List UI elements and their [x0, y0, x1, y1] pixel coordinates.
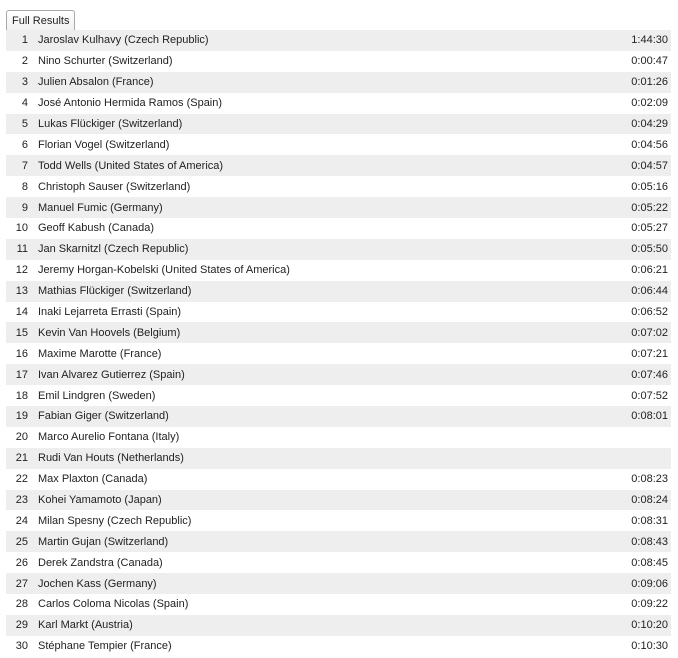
result-time: 0:07:52 — [631, 389, 668, 402]
result-time: 0:09:22 — [631, 598, 668, 611]
result-position: 28 — [15, 598, 28, 611]
rider-name: Martin Gujan (Switzerland) — [38, 535, 169, 548]
result-position: 14 — [15, 306, 28, 319]
rider-name: Milan Spesny (Czech Republic) — [38, 514, 192, 527]
result-time: 0:08:24 — [631, 494, 668, 507]
rider-name: Florian Vogel (Switzerland) — [38, 138, 170, 151]
result-position: 22 — [15, 473, 28, 486]
result-position: 5 — [21, 118, 28, 130]
rider-name: Emil Lindgren (Sweden) — [38, 389, 156, 402]
result-position: 8 — [21, 180, 28, 193]
result-row — [6, 594, 671, 615]
result-time: 1:44:30 — [631, 34, 668, 47]
tab-bar — [6, 10, 75, 30]
result-row — [6, 218, 671, 239]
rider-name: Kohei Yamamoto (Japan) — [38, 494, 162, 507]
result-time: 0:05:22 — [631, 201, 668, 214]
rider-name: Manuel Fumic (Germany) — [38, 201, 163, 214]
rider-name: Carlos Coloma Nicolas (Spain) — [38, 598, 189, 611]
result-row — [6, 176, 671, 197]
rider-name: Fabian Giger (Switzerland) — [38, 410, 169, 423]
result-position: 7 — [21, 159, 28, 172]
result-time: 0:06:21 — [631, 264, 668, 277]
result-time: 0:05:16 — [631, 180, 668, 193]
rider-name: Julien Absalon (France) — [38, 76, 154, 89]
result-row — [6, 72, 671, 93]
result-row — [6, 343, 671, 364]
rider-name: Mathias Flückiger (Switzerland) — [38, 285, 192, 298]
result-row — [6, 51, 671, 72]
result-row — [6, 448, 671, 469]
rider-name: Jaroslav Kulhavy (Czech Republic) — [38, 34, 209, 47]
result-time: 0:00:47 — [631, 55, 668, 68]
result-time: 0:04:56 — [631, 138, 668, 151]
result-row — [6, 155, 671, 176]
result-time: 0:09:06 — [631, 577, 668, 590]
result-position: 25 — [15, 535, 28, 548]
result-row — [6, 114, 671, 135]
result-row — [6, 636, 671, 657]
result-position: 16 — [15, 347, 28, 360]
result-row — [6, 406, 671, 427]
rider-name: Maxime Marotte (France) — [38, 347, 162, 360]
result-position: 9 — [21, 201, 28, 214]
result-row — [6, 239, 671, 260]
result-time: 0:04:29 — [631, 118, 668, 130]
rider-name: Jan Skarnitzl (Czech Republic) — [38, 243, 189, 256]
rider-name: Ivan Alvarez Gutierrez (Spain) — [38, 368, 185, 381]
rider-name: Christoph Sauser (Switzerland) — [38, 180, 191, 193]
result-position: 10 — [15, 222, 28, 235]
result-time: 0:08:45 — [631, 556, 668, 569]
result-position: 11 — [16, 243, 28, 256]
result-time: 0:01:26 — [631, 76, 668, 89]
result-position: 3 — [21, 76, 28, 89]
result-time: 0:08:43 — [631, 535, 668, 548]
result-row — [6, 93, 671, 114]
result-row — [6, 260, 671, 281]
result-row — [6, 30, 671, 51]
result-position: 4 — [21, 97, 28, 110]
result-time: 0:07:02 — [631, 326, 668, 339]
rider-name: Jeremy Horgan-Kobelski (United States of America) — [38, 264, 290, 277]
result-row — [6, 510, 671, 531]
result-row — [6, 531, 671, 552]
result-position: 26 — [15, 556, 28, 569]
result-row — [6, 134, 671, 155]
result-row — [6, 302, 671, 323]
result-time: 0:08:23 — [631, 473, 668, 486]
result-position: 6 — [21, 138, 28, 151]
result-position: 18 — [15, 389, 28, 402]
result-row — [6, 469, 671, 490]
result-row — [6, 322, 671, 343]
result-time: 0:07:21 — [631, 347, 668, 360]
result-row — [6, 490, 671, 511]
rider-name: Marco Aurelio Fontana (Italy) — [38, 431, 180, 444]
result-position: 29 — [15, 619, 28, 632]
result-position: 20 — [15, 431, 28, 444]
rider-name: Kevin Van Hoovels (Belgium) — [38, 326, 181, 339]
result-row — [6, 615, 671, 636]
result-time: 0:10:20 — [631, 619, 668, 632]
result-time: 0:05:27 — [631, 222, 668, 235]
result-row — [6, 552, 671, 573]
result-position: 23 — [15, 494, 28, 507]
rider-name: Stéphane Tempier (France) — [38, 640, 172, 653]
rider-name: Nino Schurter (Switzerland) — [38, 55, 173, 68]
rider-name: Rudi Van Houts (Netherlands) — [38, 452, 184, 465]
result-position: 15 — [15, 326, 28, 339]
result-row — [6, 427, 671, 448]
tab-full-results[interactable]: Full Results — [6, 10, 75, 30]
result-time: 0:06:44 — [631, 285, 668, 298]
result-position: 13 — [15, 285, 28, 298]
result-row — [6, 573, 671, 594]
result-time: 0:02:09 — [631, 97, 668, 110]
rider-name: Lukas Flückiger (Switzerland) — [38, 118, 183, 130]
result-row — [6, 364, 671, 385]
result-position: 1 — [21, 34, 28, 47]
result-position: 21 — [15, 452, 28, 465]
results-table — [6, 30, 671, 657]
rider-name: Inaki Lejarreta Errasti (Spain) — [38, 306, 182, 319]
result-time: 0:08:01 — [631, 410, 668, 423]
rider-name: Geoff Kabush (Canada) — [38, 222, 154, 235]
result-position: 24 — [15, 514, 28, 527]
result-position: 27 — [15, 577, 28, 590]
result-row — [6, 385, 671, 406]
rider-name: Max Plaxton (Canada) — [38, 473, 148, 486]
result-time: 0:07:46 — [631, 368, 668, 381]
result-time: 0:04:57 — [631, 159, 668, 172]
result-time: 0:05:50 — [631, 243, 668, 256]
result-position: 2 — [21, 55, 28, 68]
result-time: 0:08:31 — [631, 514, 668, 527]
rider-name: Todd Wells (United States of America) — [38, 159, 224, 172]
result-position: 12 — [15, 264, 28, 277]
result-position: 17 — [15, 368, 28, 381]
rider-name: Derek Zandstra (Canada) — [38, 556, 163, 569]
result-position: 30 — [15, 640, 28, 653]
result-time: 0:10:30 — [631, 640, 668, 653]
rider-name: Jochen Kass (Germany) — [38, 577, 157, 590]
result-position: 19 — [15, 410, 28, 423]
rider-name: Karl Markt (Austria) — [38, 619, 133, 632]
result-time: 0:06:52 — [631, 306, 668, 319]
rider-name: José Antonio Hermida Ramos (Spain) — [38, 97, 223, 110]
result-row — [6, 197, 671, 218]
result-row — [6, 281, 671, 302]
